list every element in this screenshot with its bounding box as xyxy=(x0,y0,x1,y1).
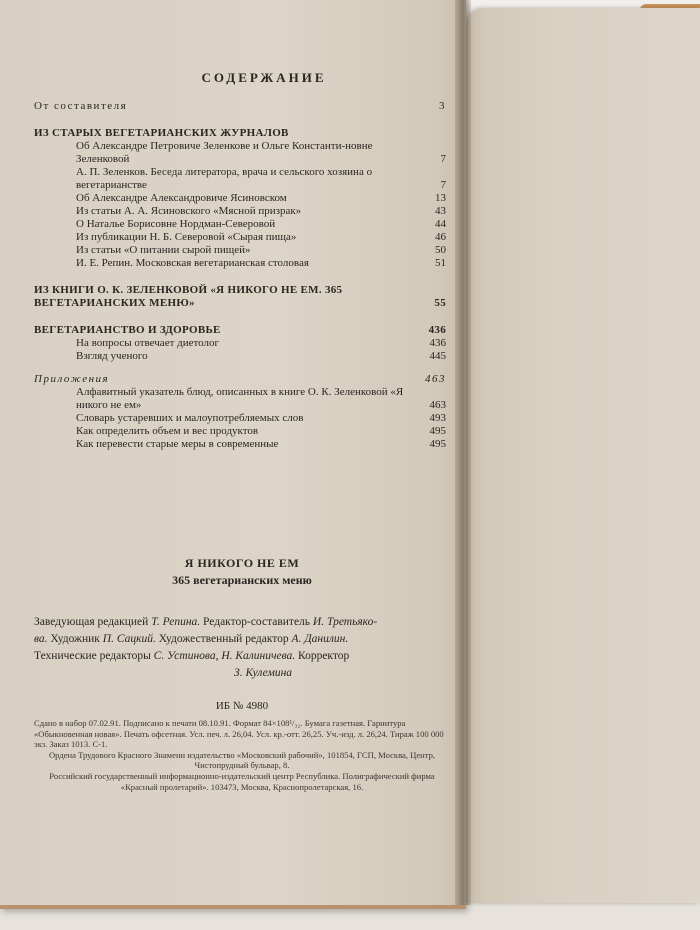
toc-entry-page: 7 xyxy=(440,179,446,191)
toc-entry xyxy=(34,100,446,113)
toc-entry-text: Взгляд ученого xyxy=(76,350,148,362)
toc-entry xyxy=(34,386,446,412)
toc-entry-page: 436 xyxy=(428,324,446,336)
toc-spacer xyxy=(34,363,446,373)
toc-spacer xyxy=(34,113,446,123)
imprint-line: Ордена Трудового Красного Знамени издательство «Московский рабочий», 101854, ГСП, Москва, Центр, Чистопрудный бульвар, 8. xyxy=(48,749,436,771)
toc-entry-page: 493 xyxy=(429,412,446,424)
toc-entry-text: Словарь устаревших и малоупотребляемых слов xyxy=(76,412,304,424)
credits-name: С. Устинова, Н. Калиничева. xyxy=(153,650,296,662)
credits-text: Корректор xyxy=(295,650,350,662)
toc-entry-page: 55 xyxy=(434,297,446,309)
toc-entry-page: 43 xyxy=(435,205,446,217)
credits-name: З. Кулемина xyxy=(234,667,293,679)
credits-text: Художник xyxy=(47,633,103,645)
credits-text: Технические редакторы xyxy=(34,650,154,662)
toc-entry-text: На вопросы отвечает диетолог xyxy=(76,337,220,349)
toc-entry-text: Из статьи А. А. Ясиновского «Мясной призрак» xyxy=(76,205,302,217)
toc-entry-page: 50 xyxy=(435,244,446,256)
toc-entry xyxy=(34,373,446,386)
toc-entry-page: 436 xyxy=(429,337,446,349)
toc-entry xyxy=(34,350,446,363)
credits-name: А. Данилин. xyxy=(291,633,349,645)
toc-entry-page: 495 xyxy=(429,438,446,450)
toc-entry-text: Как перевести старые меры в современные xyxy=(76,438,279,450)
credits-line xyxy=(34,665,450,682)
toc-entry-page: 51 xyxy=(435,257,446,269)
book-subtitle: 365 вегетарианских меню xyxy=(172,573,312,587)
toc-entry-page: 3 xyxy=(439,100,446,112)
toc-entry-text: Как определить объем и вес продуктов xyxy=(76,425,259,437)
toc-entry-text: О Наталье Борисовне Нордман-Северовой xyxy=(76,218,276,230)
credits-line xyxy=(34,648,450,665)
toc-entry xyxy=(34,337,446,350)
toc-entry-text: И. Е. Репин. Московская вегетарианская столовая xyxy=(76,257,309,269)
credits-name: ва. xyxy=(34,633,48,645)
toc-entry xyxy=(34,140,446,166)
toc-entry-page: 463 xyxy=(425,373,446,385)
toc-entry-page: 495 xyxy=(429,425,446,437)
toc-entry-text: А. П. Зеленков. Беседа литератора, врача и сельского хозяина о вегетарианстве xyxy=(76,166,373,191)
toc-spacer xyxy=(34,270,446,280)
toc-entry-text: От составителя xyxy=(34,100,128,112)
toc-entry xyxy=(34,324,446,337)
toc-entry xyxy=(34,231,446,244)
toc-title: СОДЕРЖАНИЕ xyxy=(201,70,327,85)
toc-entry-text: Алфавитный указатель блюд, описанных в книге О. К. Зеленковой «Я никого не ем» xyxy=(76,386,404,411)
credits-block xyxy=(34,614,450,682)
toc-entry-text: Об Александре Петровиче Зеленкове и Ольге Константи-новне Зеленковой xyxy=(76,140,373,165)
credits-name: П. Сацкий. xyxy=(102,633,156,645)
credits-text: Художественный редактор xyxy=(155,633,292,645)
toc-entry xyxy=(34,412,446,425)
table-of-contents xyxy=(34,100,446,451)
toc-entry-text: Приложения xyxy=(34,373,110,385)
toc-entry xyxy=(34,192,446,205)
toc-entry-text: Из публикации Н. Б. Северовой «Сырая пища» xyxy=(76,231,297,243)
toc-entry-page: 463 xyxy=(429,399,446,411)
imprint-line: Сдано в набор 07.02.91. Подписано к печати 08.10.91. Формат 84×108¹/₃₂. Бумага газетная. Гарнитура «Обыкновенная новая». Печать офсетная. Усл. печ. л. 26,04. Усл. кр.-отт. 26,25. Уч.-изд. л. 26,24. Тираж 100 000 экз. Заказ 1013. С-1. xyxy=(34,718,444,750)
toc-entry xyxy=(34,284,446,310)
toc-entry xyxy=(34,166,446,192)
credits-text: Редактор-составитель xyxy=(200,616,313,628)
toc-entry-page: 46 xyxy=(435,231,446,243)
imprint-block xyxy=(34,718,450,792)
credits-name: Т. Репина. xyxy=(151,616,201,628)
toc-entry-page: 7 xyxy=(440,153,446,165)
toc-entry xyxy=(34,127,446,140)
right-page xyxy=(466,8,700,903)
toc-entry-text: Из статьи «О питании сырой пищей» xyxy=(76,244,251,256)
toc-entry-page: 13 xyxy=(435,192,446,204)
toc-entry-text: ВЕГЕТАРИАНСТВО И ЗДОРОВЬЕ xyxy=(34,324,221,336)
toc-entry xyxy=(34,218,446,231)
toc-entry-text: ИЗ СТАРЫХ ВЕГЕТАРИАНСКИХ ЖУРНАЛОВ xyxy=(34,127,289,139)
book-gutter xyxy=(455,0,471,905)
ib-number: ИБ № 4980 xyxy=(215,700,269,712)
toc-entry xyxy=(34,205,446,218)
toc-entry xyxy=(34,257,446,270)
book-title: Я НИКОГО НЕ ЕМ xyxy=(184,556,300,570)
toc-entry-text: Об Александре Александровиче Ясиновском xyxy=(76,192,287,204)
toc-entry-page: 44 xyxy=(435,218,446,230)
toc-entry-page: 445 xyxy=(429,350,446,362)
imprint-line: Российский государственный информационно-издательский центр Республика. Полиграфический фирма «Красный пролетарий». 103473, Москва, Краснопролетарская, 16. xyxy=(49,770,435,792)
toc-spacer xyxy=(34,310,446,320)
credits-line xyxy=(34,614,450,631)
toc-entry-text: ИЗ КНИГИ О. К. ЗЕЛЕНКОВОЙ «Я НИКОГО НЕ ЕМ. 365 ВЕГЕТАРИАНСКИХ МЕНЮ» xyxy=(34,284,343,309)
credits-name: И. Третьяко- xyxy=(312,616,378,628)
toc-entry xyxy=(34,244,446,257)
toc-entry xyxy=(34,438,446,451)
credits-line xyxy=(34,631,450,648)
toc-entry xyxy=(34,425,446,438)
credits-text: Заведующая редакцией xyxy=(34,616,152,628)
